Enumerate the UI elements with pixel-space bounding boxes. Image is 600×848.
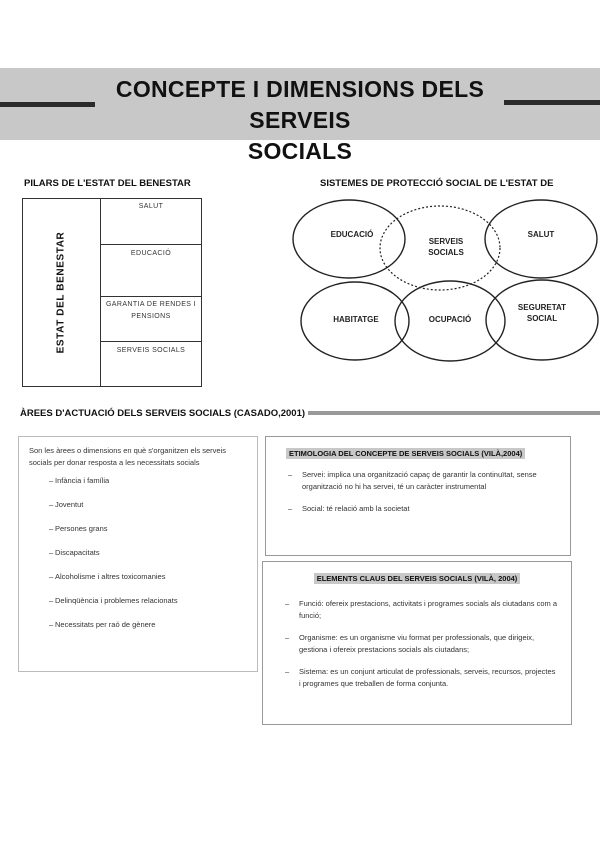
etymology-list	[278, 469, 558, 515]
list-item-text: Funció: ofereix prestacions, activitats i programes socials als ciutadans com a funció;	[299, 599, 558, 620]
list-item-text: Persones grans	[55, 524, 108, 533]
list-dash: –	[49, 500, 54, 509]
pillar-row-serveis	[100, 342, 202, 387]
pillar-row-educacio	[100, 245, 202, 297]
list-item	[29, 475, 247, 487]
venn-label-educacio: EDUCACIÓ	[330, 230, 374, 239]
title-rule-left	[0, 102, 95, 107]
list-item	[275, 598, 559, 622]
list-dash: –	[285, 599, 290, 608]
etymology-box	[265, 436, 571, 556]
pillars-heading: PILARS DE L'ESTAT DEL BENESTAR	[24, 178, 191, 189]
list-item	[29, 571, 247, 583]
elements-box	[262, 561, 572, 725]
pillar-label: SERVEIS SOCIALS	[116, 347, 186, 354]
list-item	[275, 632, 559, 656]
areas-heading: ÀREES D'ACTUACIÓ DELS SERVEIS SOCIALS (CASADO,2001)	[20, 408, 306, 419]
page-title-line2: SOCIALS	[247, 138, 353, 164]
list-dash: –	[49, 572, 54, 581]
list-item	[29, 619, 247, 631]
venn-label-ocupacio: OCUPACIÓ	[428, 315, 472, 324]
list-item-text: Infància i família	[55, 476, 110, 485]
etymology-title: ETIMOLOGIA DEL CONCEPTE DE SERVEIS SOCIALS (VILÀ,2004)	[286, 448, 525, 459]
areas-intro: Son les àrees o dimensions en què s'organitzen els serveis socials per donar resposta a les necessitats socials	[29, 446, 226, 467]
page-title	[95, 74, 505, 167]
list-item	[278, 503, 558, 515]
list-item-text: Necessitats per raó de gènere	[55, 620, 156, 629]
list-item	[29, 523, 247, 535]
pillar-label: GARANTIA DE RENDES I PENSIONS	[105, 301, 197, 320]
list-dash: –	[49, 548, 54, 557]
venn-label-habitatge: HABITATGE	[333, 315, 379, 324]
list-dash: –	[49, 620, 54, 629]
list-item-text: Organisme: es un organisme viu format per professionals, que dirigeix, gestiona i ofereix prestacions socials als ciutadans;	[299, 633, 535, 654]
list-item-text: Social: té relació amb la societat	[302, 504, 410, 513]
list-dash: –	[285, 633, 290, 642]
elements-list	[275, 598, 559, 690]
list-dash: –	[288, 504, 293, 513]
pillars-vertical-cell	[22, 198, 100, 387]
venn-label-serveis-socials: SERVEIS SOCIALS	[428, 237, 464, 257]
list-dash: –	[288, 470, 293, 479]
list-item	[278, 469, 558, 493]
list-item	[29, 595, 247, 607]
list-dash: –	[49, 596, 54, 605]
list-item-text: Sistema: es un conjunt articulat de professionals, serveis, recursos, projectes i programes que treballen de forma conjunta.	[299, 667, 556, 688]
list-item-text: Alcoholisme i altres toxicomanies	[55, 572, 166, 581]
areas-list	[29, 475, 247, 631]
list-item	[29, 499, 247, 511]
title-rule-right	[504, 100, 600, 105]
list-dash: –	[49, 476, 54, 485]
list-dash: –	[49, 524, 54, 533]
list-item-text: Joventut	[55, 500, 84, 509]
elements-title: ELEMENTS CLAUS DEL SERVEIS SOCIALS (VILÀ, 2004)	[314, 573, 521, 584]
page-title-line1: CONCEPTE I DIMENSIONS DELS SERVEIS	[115, 76, 485, 133]
systems-venn	[290, 190, 600, 370]
list-item-text: Discapacitats	[55, 548, 100, 557]
list-item	[275, 666, 559, 690]
pillar-row-garantia	[100, 297, 202, 342]
list-item-text: Servei: implica una organització capaç de garantir la continuïtat, sense organització no hi ha servei, té un caràcter instrumental	[302, 470, 537, 491]
list-item-text: Delinqüència i problemes relacionats	[55, 596, 178, 605]
pillar-label: EDUCACIÓ	[130, 250, 172, 257]
pillars-vertical-label: ESTAT DEL BENESTAR	[55, 231, 67, 354]
areas-box	[18, 436, 258, 672]
venn-label-salut: SALUT	[527, 230, 555, 239]
list-dash: –	[285, 667, 290, 676]
list-item	[29, 547, 247, 559]
venn-label-seguretat-social: SEGURETAT SOCIAL	[517, 303, 567, 323]
systems-heading: SISTEMES DE PROTECCIÓ SOCIAL DE L'ESTAT DE	[320, 178, 554, 189]
pillar-row-salut	[100, 198, 202, 245]
areas-heading-rule	[308, 411, 600, 415]
pillar-label: SALUT	[138, 203, 164, 210]
